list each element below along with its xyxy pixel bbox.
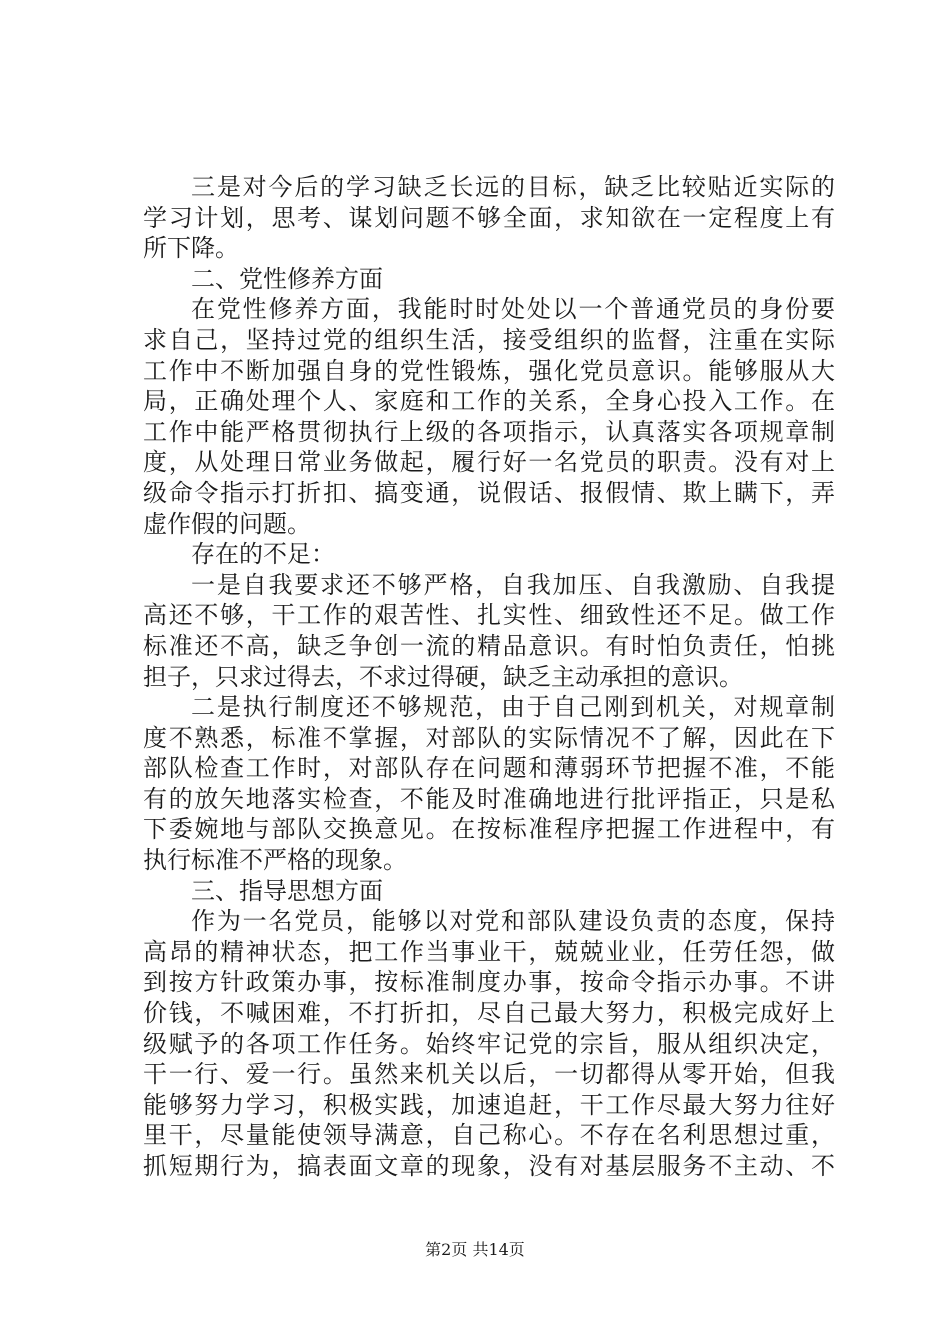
- text-line: 三、指导思想方面: [191, 876, 383, 905]
- text-line: 下委婉地与部队交换意见。在按标准程序把握工作进程中，有: [143, 815, 835, 844]
- text-line: 存在的不足：: [191, 540, 335, 569]
- text-line: 高昂的精神状态，把工作当事业干，兢兢业业，任劳任怨，做: [143, 937, 835, 966]
- text-line: 高还不够，干工作的艰苦性、扎实性、细致性还不足。做工作: [143, 601, 835, 630]
- paragraph-shortcoming-one: [143, 570, 835, 692]
- heading-party-cultivation: [143, 264, 835, 295]
- text-line: 度，从处理日常业务做起，履行好一名党员的职责。没有对上: [143, 448, 835, 477]
- text-line: 能够努力学习，积极实践，加速追赶，干工作尽最大努力往好: [143, 1090, 835, 1119]
- text-line: 局，正确处理个人、家庭和工作的关系，全身心投入工作。在: [143, 387, 835, 416]
- page-footer: 第2页 共14页: [425, 1240, 525, 1259]
- text-line: 二是执行制度还不够规范，由于自己刚到机关，对规章制: [191, 693, 835, 722]
- paragraph-shortcoming-two: [143, 692, 835, 876]
- text-line: 到按方针政策办事，按标准制度办事，按命令指示办事。不讲: [143, 968, 835, 997]
- text-line: 所下降。: [143, 234, 239, 263]
- text-line: 在党性修养方面，我能时时处处以一个普通党员的身份要: [191, 295, 835, 324]
- text-line: 干一行、爱一行。虽然来机关以后，一切都得从零开始，但我: [143, 1060, 835, 1089]
- text-line: 价钱，不喊困难，不打折扣，尽自己最大努力，积极完成好上: [143, 999, 835, 1028]
- document-body: [143, 172, 835, 1182]
- text-line: 工作中不断加强自身的党性锻炼，强化党员意识。能够服从大: [143, 356, 835, 385]
- heading-guiding-thought: [143, 876, 835, 907]
- text-line: 级命令指示打折扣、搞变通，说假话、报假情、欺上瞒下，弄: [143, 478, 835, 507]
- text-line: 三是对今后的学习缺乏长远的目标，缺乏比较贴近实际的: [191, 173, 835, 201]
- text-line: 担子，只求过得去，不求过得硬，缺乏主动承担的意识。: [143, 662, 743, 691]
- text-line: 虚作假的问题。: [143, 509, 311, 538]
- heading-shortcomings: [143, 539, 835, 570]
- text-line: 作为一名党员，能够以对党和部队建设负责的态度，保持: [191, 907, 835, 936]
- text-line: 工作中能严格贯彻执行上级的各项指示，认真落实各项规章制: [143, 417, 835, 446]
- text-line: 抓短期行为，搞表面文章的现象，没有对基层服务不主动、不: [143, 1152, 835, 1180]
- text-line: 一是自我要求还不够严格，自我加压、自我激励、自我提: [191, 570, 835, 599]
- text-line: 度不熟悉，标准不掌握，对部队的实际情况不了解，因此在下: [143, 723, 835, 752]
- text-line: 二、党性修养方面: [191, 264, 383, 293]
- text-line: 有的放矢地落实检查，不能及时准确地进行批评指正，只是私: [143, 784, 835, 813]
- text-line: 级赋予的各项工作任务。始终牢记党的宗旨，服从组织决定，: [143, 1029, 835, 1058]
- paragraph-study-goal: [143, 172, 835, 264]
- text-line: 执行标准不严格的现象。: [143, 846, 407, 875]
- paragraph-party-cultivation: [143, 294, 835, 539]
- text-line: 学习计划，思考、谋划问题不够全面，求知欲在一定程度上有: [143, 203, 835, 232]
- text-line: 标准还不高，缺乏争创一流的精品意识。有时怕负责任，怕挑: [143, 631, 835, 660]
- text-line: 里干，尽量能使领导满意，自己称心。不存在名利思想过重，: [143, 1121, 835, 1150]
- text-line: 部队检查工作时，对部队存在问题和薄弱环节把握不准，不能: [143, 754, 835, 783]
- paragraph-guiding-thought: [143, 906, 835, 1181]
- text-line: 求自己，坚持过党的组织生活，接受组织的监督，注重在实际: [143, 325, 835, 354]
